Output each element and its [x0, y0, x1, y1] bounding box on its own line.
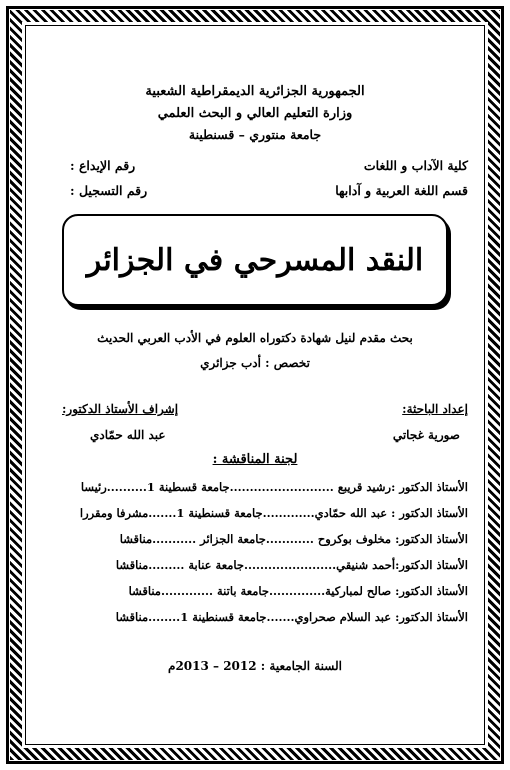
committee-member: الأستاذ الدكتور :رشيد قريبع ..........................جامعة قسطينة 1..........رئيسا — [80, 480, 468, 494]
committee-member: الأستاذ الدكتور: عبد السلام صحراوي.......جامعة قسنطينة 1........مناقشا — [115, 610, 468, 624]
researcher-name: صورية غجاتي — [392, 428, 460, 442]
committee-heading: لجنة المناقشة : — [212, 452, 298, 467]
committee-member: الأستاذ الدكتور: صالح لمباركية..............جامعة باتنة .............مناقشا — [128, 584, 468, 598]
document-content — [32, 32, 478, 738]
committee-member: الأستاذ الدكتور: مخلوف بوكروح ............جامعة الجزائر ...........مناقشا — [119, 532, 468, 546]
committee-member: الأستاذ الدكتور:أحمد شنيقي.......................جامعة عنابة .........مناقشا — [115, 558, 468, 572]
title-box — [62, 214, 448, 306]
academic-year: السنة الجامعية : 2012 – 2013م — [168, 659, 342, 673]
deposit-number-label: رقم الإيداع : — [70, 158, 136, 173]
faculty-label: كلية الآداب و اللغات — [363, 158, 468, 173]
thesis-title: النقد المسرحي في الجزائر — [86, 242, 424, 278]
ministry-line: وزارة التعليم العالي و البحث العلمي — [157, 106, 353, 121]
thesis-subtitle: بحث مقدم لنيل شهادة دكتوراه العلوم في الأدب العربي الحديث — [97, 331, 413, 345]
committee-member: الأستاذ الدكتور : عبد الله حمّادي.............جامعة قسنطينة 1.......مشرفا ومقررا — [79, 506, 468, 520]
supervisor-label: إشراف الأستاذ الدكتور: — [62, 402, 179, 416]
department-label: قسم اللغة العربية و آدابها — [335, 183, 468, 198]
republic-line: الجمهورية الجزائرية الديمقراطية الشعبية — [145, 84, 365, 99]
specialty-line: تخصص : أدب جزائري — [200, 356, 310, 370]
university-line: جامعة منتوري – قسنطينة — [188, 127, 322, 142]
prepared-by-label: إعداد الباحثة: — [402, 402, 468, 416]
supervisor-name: عبد الله حمّادي — [90, 428, 166, 442]
registration-number-label: رقم التسجيل : — [70, 183, 148, 198]
